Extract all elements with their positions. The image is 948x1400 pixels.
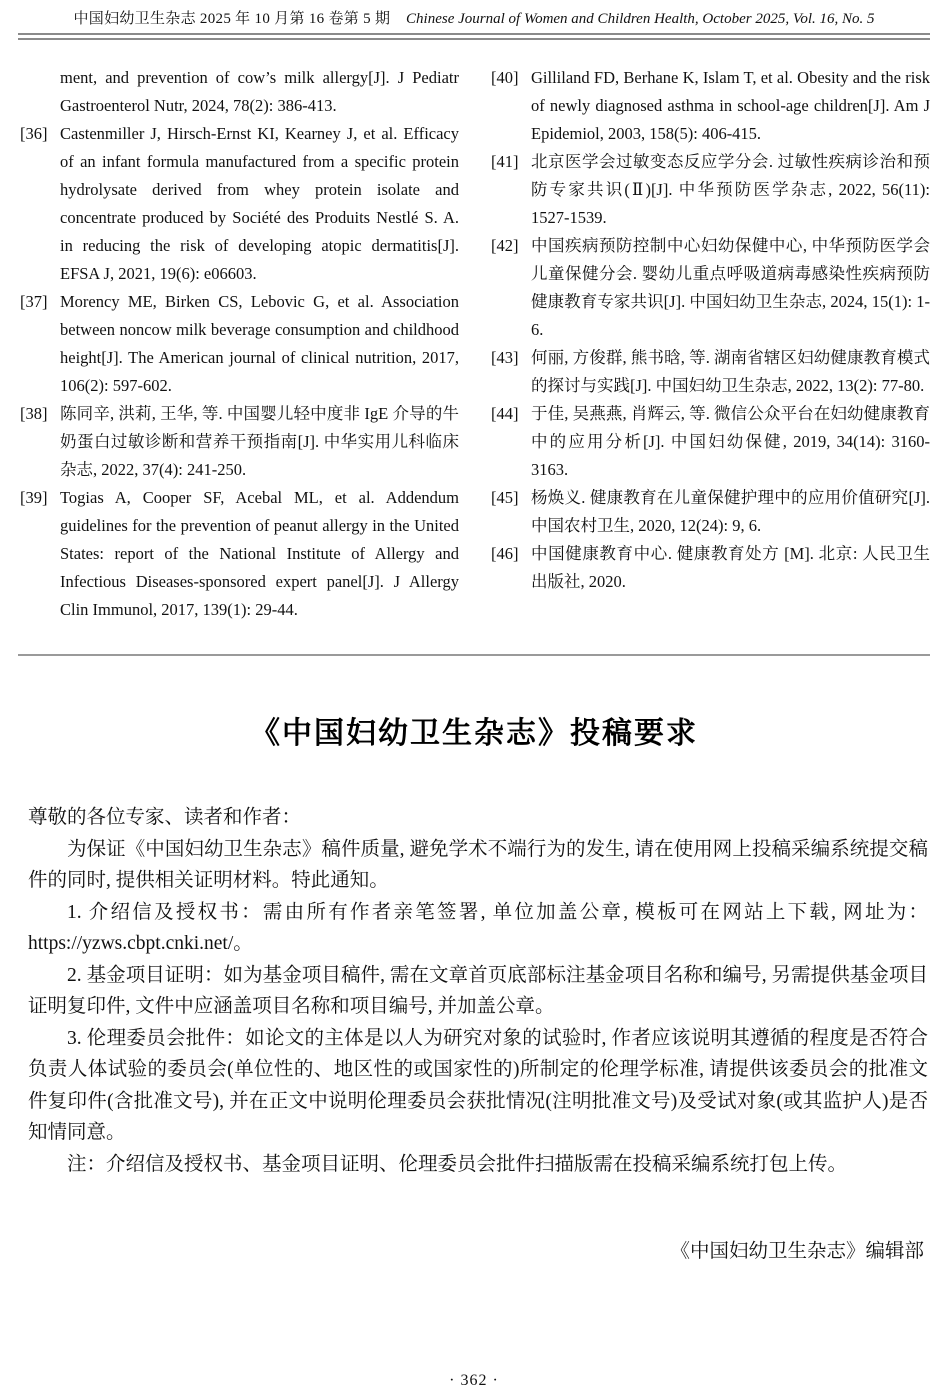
references-section xyxy=(20,64,930,624)
references-column-right xyxy=(491,64,930,624)
section-divider-rule xyxy=(18,654,930,656)
notice-title: 《中国妇幼卫生杂志》投稿要求 xyxy=(250,717,698,750)
reference-item xyxy=(20,64,459,120)
reference-text: 北京医学会过敏变态反应学分会. 过敏性疾病诊治和预防专家共识(Ⅱ)[J]. 中华预防医学杂志, 2022, 56(11): 1527-1539. xyxy=(531,152,930,227)
reference-item xyxy=(491,64,930,148)
reference-text: Togias A, Cooper SF, Acebal ML, et al. Addendum guidelines for the prevention of peanut allergy in the United States: report of the National Institute of Allergy and Infectious Diseases-sponsored expert panel[J]. J Allergy Clin Immunol, 2017, 139(1): 29-44. xyxy=(60,488,459,619)
reference-text: Morency ME, Birken CS, Lebovic G, et al. Association between noncow milk beverage consumption and childhood height[J]. The American journal of clinical nutrition, 2017, 106(2): 597-602. xyxy=(60,292,459,395)
reference-item xyxy=(491,232,930,344)
notice-paragraph: 3. 伦理委员会批件：如论文的主体是以人为研究对象的试验时, 作者应该说明其遵循的程度是否符合负责人体试验的委员会(单位性的、地区性的或国家性的)所制定的伦理学标准, 请提供该委员会的批准文件复印件(含批准文号), 并在正文中说明伦理委员会获批情况(注明批准文号)及受试对象(或其监护人)是否知情同意。 xyxy=(28,1027,928,1143)
reference-number: [37] xyxy=(20,292,48,311)
reference-number: [39] xyxy=(20,488,48,507)
header-double-rule xyxy=(18,33,930,40)
notice-paragraph: 为保证《中国妇幼卫生杂志》稿件质量, 避免学术不端行为的发生, 请在使用网上投稿采编系统提交稿件的同时, 提供相关证明材料。特此通知。 xyxy=(28,838,928,891)
reference-item xyxy=(20,400,459,484)
notice-salutation: 尊敬的各位专家、读者和作者： xyxy=(28,807,302,828)
reference-item xyxy=(20,120,459,288)
reference-number: [43] xyxy=(491,348,519,367)
reference-item xyxy=(491,484,930,540)
notice-paragraph: 2. 基金项目证明：如为基金项目稿件, 需在文章首页底部标注基金项目名称和编号, 另需提供基金项目证明复印件, 文件中应涵盖项目名称和项目编号, 并加盖公章。 xyxy=(28,964,928,1017)
reference-number: [41] xyxy=(491,152,519,171)
references-column-left xyxy=(20,64,459,624)
reference-item xyxy=(491,344,930,400)
reference-text: 中国健康教育中心. 健康教育处方 [M]. 北京: 人民卫生出版社, 2020. xyxy=(531,544,930,591)
reference-text: Gilliland FD, Berhane K, Islam T, et al. Obesity and the risk of newly diagnosed asthma in school-age children[J]. Am J Epidemiol, 2003, 158(5): 406-415. xyxy=(531,68,930,143)
reference-text: ment, and prevention of cow’s milk allergy[J]. J Pediatr Gastroenterol Nutr, 2024, 78(2): 386-413. xyxy=(60,68,459,115)
notice-paragraph: 1. 介绍信及授权书：需由所有作者亲笔签署, 单位加盖公章, 模板可在网站上下载, 网址为：https://yzws.cbpt.cnki.net/。 xyxy=(28,901,928,954)
page-number: · 362 · xyxy=(449,1372,499,1389)
reference-number: [44] xyxy=(491,404,519,423)
reference-item xyxy=(20,484,459,624)
running-head-chinese: 中国妇幼卫生杂志 2025 年 10 月第 16 卷第 5 期 xyxy=(73,11,391,27)
running-head xyxy=(0,0,948,28)
reference-text: Castenmiller J, Hirsch-Ernst KI, Kearney J, et al. Efficacy of an infant formula manufactured from a specific protein hydrolysate derived from whey protein isolate and concentrate produced by Société des Produits Nestlé S. A. in reducing the risk of developing atopic dermatitis[J]. EFSA J, 2021, 19(6): e06603. xyxy=(60,124,459,283)
reference-number: [45] xyxy=(491,488,519,507)
reference-number: [40] xyxy=(491,68,519,87)
notice-paragraph: 注：介绍信及授权书、基金项目证明、伦理委员会批件扫描版需在投稿采编系统打包上传。 xyxy=(67,1153,848,1175)
reference-number: [36] xyxy=(20,124,48,143)
reference-number xyxy=(20,64,60,120)
reference-number: [38] xyxy=(20,404,48,423)
notice-body xyxy=(28,802,928,1268)
reference-item xyxy=(491,148,930,232)
notice-paragraphs xyxy=(28,834,928,1181)
reference-text: 陈同辛, 洪莉, 王华, 等. 中国婴儿轻中度非 IgE 介导的牛奶蛋白过敏诊断和营养干预指南[J]. 中华实用儿科临床杂志, 2022, 37(4): 241-250. xyxy=(60,404,459,479)
reference-number: [42] xyxy=(491,236,519,255)
reference-item xyxy=(491,400,930,484)
reference-text: 于佳, 吴燕燕, 肖辉云, 等. 微信公众平台在妇幼健康教育中的应用分析[J]. 中国妇幼保健, 2019, 34(14): 3160-3163. xyxy=(531,404,930,479)
editorial-office-signature: 《中国妇幼卫生杂志》编辑部 xyxy=(670,1241,924,1262)
reference-text: 杨焕义. 健康教育在儿童保健护理中的应用价值研究[J]. 中国农村卫生, 2020, 12(24): 9, 6. xyxy=(531,488,930,535)
running-head-english: Chinese Journal of Women and Children Health, October 2025, Vol. 16, No. 5 xyxy=(406,11,875,27)
reference-number: [46] xyxy=(491,544,519,563)
reference-item xyxy=(20,288,459,400)
reference-item xyxy=(491,540,930,596)
reference-text: 何丽, 方俊群, 熊书晗, 等. 湖南省辖区妇幼健康教育模式的探讨与实践[J]. 中国妇幼卫生杂志, 2022, 13(2): 77-80. xyxy=(531,348,930,395)
reference-text: 中国疾病预防控制中心妇幼保健中心, 中华预防医学会儿童保健分会. 婴幼儿重点呼吸道病毒感染性疾病预防健康教育专家共识[J]. 中国妇幼卫生杂志, 2024, 15(1): 1-6. xyxy=(531,236,930,339)
